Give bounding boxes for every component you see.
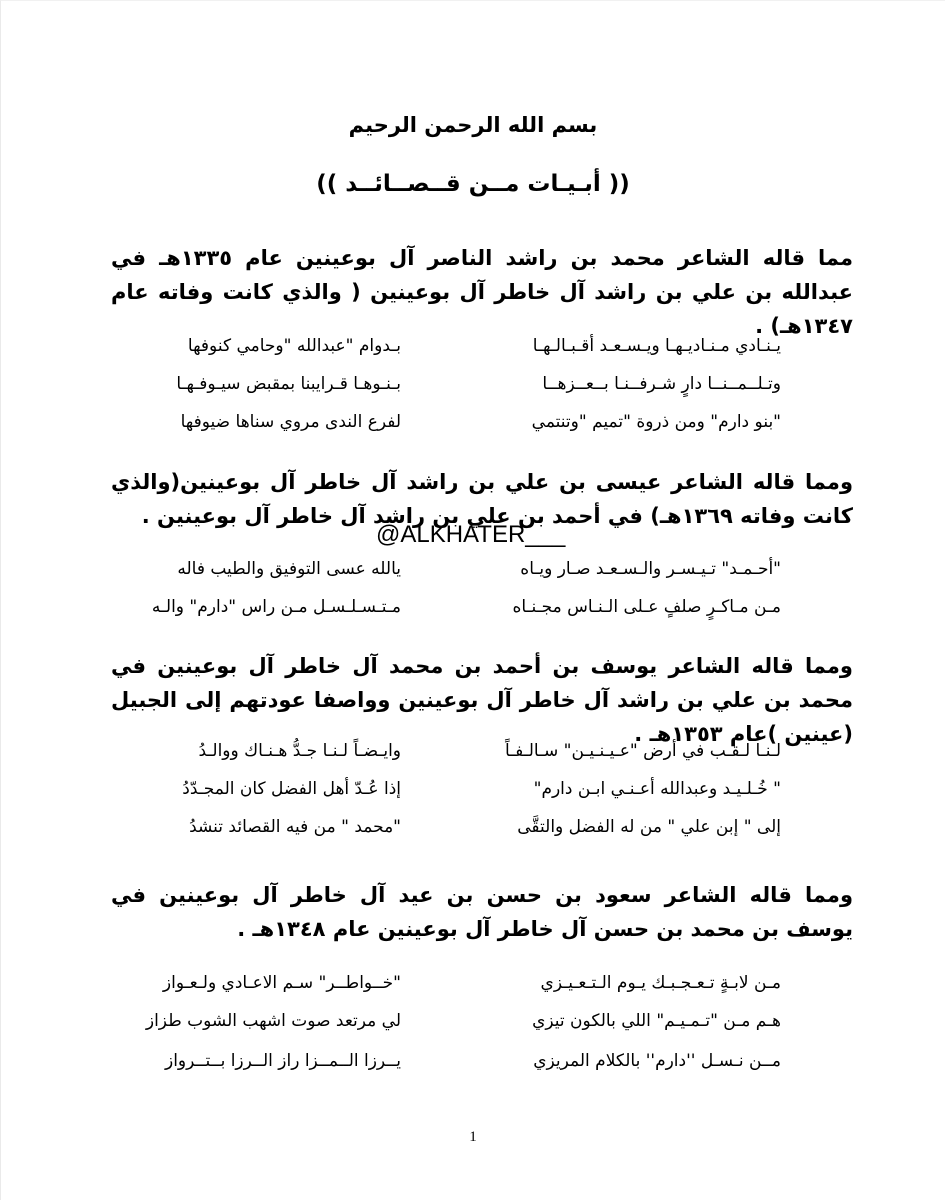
verse-line bbox=[151, 412, 791, 442]
verse-line bbox=[151, 559, 791, 589]
verse-first-hemistich: يـنـادي مـنـاديـهـا ويـسـعـد أقـبـالـهـا bbox=[532, 336, 781, 356]
section-1-intro: مما قاله الشاعر محمد بن راشد الناصر آل بوعينين عام ١٣٣٥هـ في عبدالله بن علي بن راشد آل خاطر آل بوعينين ( والذي كانت وفاته عام ١٣٤٧هـ) . bbox=[111, 246, 854, 338]
verse-line bbox=[151, 973, 791, 1003]
verse-second-hemistich: مـتـسـلـسـل مـن راس "دارم" والـه bbox=[151, 597, 401, 617]
verse-first-hemistich: هـم مـن "تـمـيـم" اللي بالكون تيزي bbox=[532, 1011, 781, 1031]
verse-line bbox=[151, 817, 791, 847]
verse-second-hemistich: لفرع الندى مروي سناها ضيوفها bbox=[180, 412, 401, 432]
verse-first-hemistich: " خُـلـيـد وعبدالله أعـنـي ابـن دارم" bbox=[533, 779, 781, 799]
verse-line bbox=[151, 336, 791, 366]
verse-second-hemistich: إذا عُـدّ أهل الفضل كان المجـدّدُ bbox=[182, 779, 401, 799]
section-3-intro: ومما قاله الشاعر يوسف بن أحمد بن محمد آل خاطر آل بوعينين في محمد بن علي بن راشد آل خاطر آل بوعينين وواصفا عودتهم إلى الجبيل (عينين )عام ١٣٥٣هـ . bbox=[111, 654, 853, 746]
verse-line bbox=[151, 741, 791, 771]
verse-first-hemistich: "أحـمـد" تـيـسـر والـسـعـد صـار ويـاه bbox=[520, 559, 781, 579]
verse-first-hemistich: وتـلــمــنــا دارٍ شـرفــنـا بــعــزهــا bbox=[542, 374, 781, 394]
verse-second-hemistich: بـنـوهـا قـرايبنا بمقبض سيـوفـهـا bbox=[176, 374, 401, 394]
section-4-intro: ومما قاله الشاعر سعود بن حسن بن عيد آل خاطر آل بوعينين في يوسف بن محمد بن حسن آل خاطر آل بوعينين عام ١٣٤٨هـ . bbox=[111, 883, 853, 941]
verse-second-hemistich: لي مرتعد صوت اشهب الشوب طزاز bbox=[145, 1011, 401, 1031]
verse-first-hemistich: مـن لابـةٍ تـعـجـبـك يـوم الـتـعـيـزي bbox=[540, 973, 781, 993]
watermark-handle: @ALKHATER___ bbox=[376, 521, 566, 548]
verse-second-hemistich: يــرزا الــمــزا راز الــرزا بــتــرواز bbox=[165, 1051, 401, 1071]
page-number: 1 bbox=[469, 1129, 477, 1145]
verse-line bbox=[145, 1011, 791, 1041]
verse-second-hemistich: "محمد " من فيه القصائد تنشدُ bbox=[189, 817, 401, 837]
verse-line bbox=[151, 597, 791, 627]
basmala-heading: بسم الله الرحمن الرحيم bbox=[348, 113, 598, 137]
verse-first-hemistich: إلى " إبن علي " من له الفضل والتقَّى bbox=[517, 817, 781, 837]
verse-second-hemistich: بـدوام "عبدالله "وحامي كنوفها bbox=[187, 336, 401, 356]
verse-second-hemistich: "خــواطــر" سـم الاعـادي ولـعـواز bbox=[162, 973, 401, 993]
verse-line bbox=[151, 374, 791, 404]
verse-line bbox=[151, 779, 791, 809]
section-2-intro: ومما قاله الشاعر عيسى بن علي بن راشد آل خاطر آل بوعينين(والذي كانت وفاته ١٣٦٩هـ) في أحمد بن علي بن راشد آل خاطر آل بوعينين . bbox=[111, 470, 853, 528]
verse-second-hemistich: وايـضـاً لـنـا جـدُّ هـنـاك ووالـدُ bbox=[198, 741, 401, 761]
verse-first-hemistich: لـنـا لـقـب في أرض "عـيـنـيـن" سـالـفـاً bbox=[504, 741, 781, 761]
verse-line bbox=[151, 1051, 791, 1081]
document-title: (( أبـيـات مــن قــصــائــد )) bbox=[316, 171, 630, 197]
verse-first-hemistich: مــن نـسـل ''دارم'' بالكلام المريزي bbox=[533, 1051, 781, 1071]
verse-second-hemistich: يالله عسى التوفيق والطيب فاله bbox=[177, 559, 401, 579]
verse-first-hemistich: "بنو دارم" ومن ذروة "تميم "وتنتمي bbox=[531, 412, 781, 432]
verse-first-hemistich: مـن مـاكـرٍ صلفٍ عـلى الـنـاس مجـنـاه bbox=[512, 597, 781, 617]
